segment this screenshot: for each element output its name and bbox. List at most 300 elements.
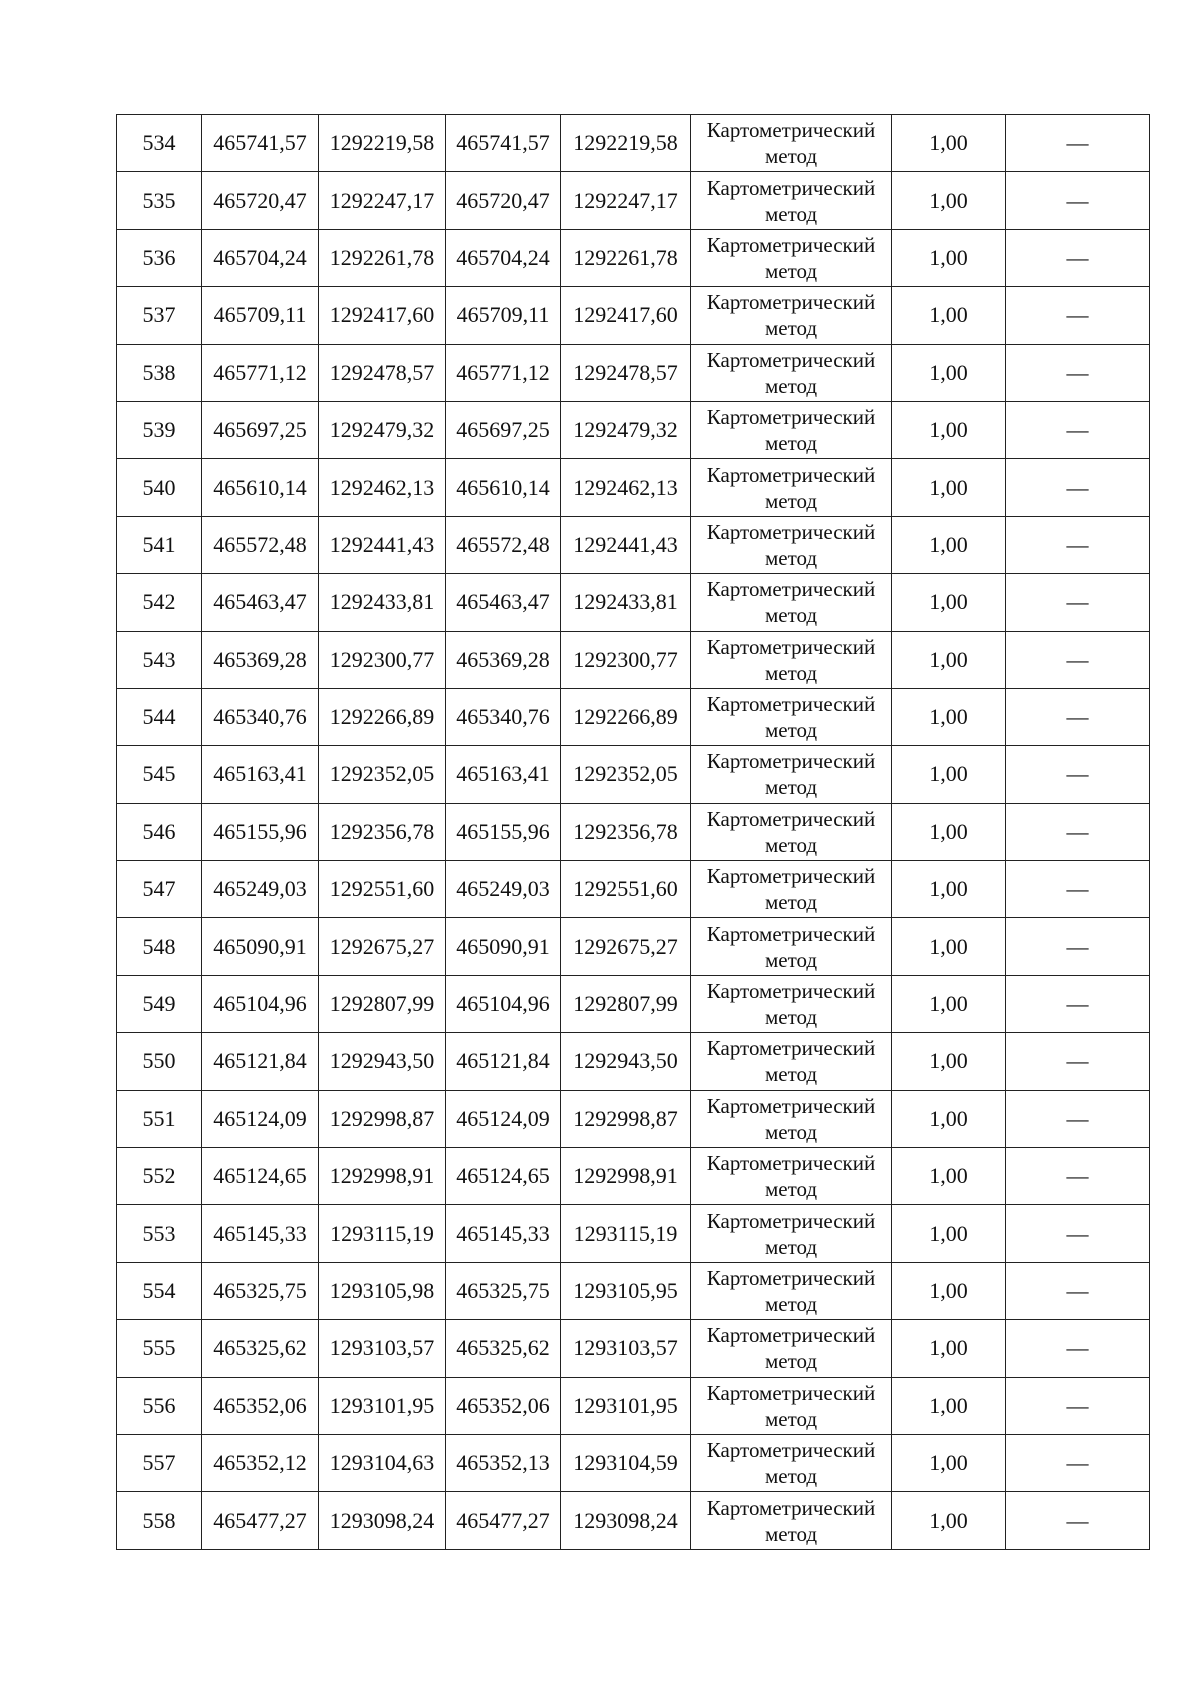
y-existing-cell: 1292478,57	[319, 344, 446, 401]
dash-mark: —	[1066, 991, 1089, 1017]
method-line-2: метод	[764, 373, 818, 398]
y-existing-cell: 1292300,77	[319, 631, 446, 688]
point-number-cell: 555	[117, 1320, 202, 1377]
method-line-2: метод	[764, 775, 818, 800]
method-line-1: Картометрический	[706, 290, 876, 315]
dash-mark: —	[1066, 761, 1089, 787]
method-line-2: метод	[764, 1062, 818, 1087]
dash-mark: —	[1066, 933, 1089, 959]
x-refined-cell: 465369,28	[446, 631, 561, 688]
method-cell	[691, 803, 892, 860]
precision-cell: 1,00	[892, 1090, 1006, 1147]
table-row	[117, 229, 1150, 286]
table-row	[117, 1492, 1150, 1549]
table-row	[117, 1377, 1150, 1434]
x-existing-cell: 465704,24	[202, 229, 319, 286]
y-existing-cell: 1293105,98	[319, 1262, 446, 1319]
method-line-2: метод	[764, 603, 818, 628]
dash-mark: —	[1066, 704, 1089, 730]
note-cell	[1006, 172, 1150, 229]
method-line-2: метод	[764, 832, 818, 857]
table-body	[117, 115, 1150, 1550]
x-existing-cell: 465369,28	[202, 631, 319, 688]
point-number-cell: 541	[117, 516, 202, 573]
dash-mark: —	[1066, 531, 1089, 557]
method-line-2: метод	[764, 660, 818, 685]
table-row	[117, 1205, 1150, 1262]
precision-cell: 1,00	[892, 746, 1006, 803]
x-existing-cell: 465163,41	[202, 746, 319, 803]
method-cell	[691, 287, 892, 344]
x-refined-cell: 465709,11	[446, 287, 561, 344]
x-existing-cell: 465124,65	[202, 1148, 319, 1205]
y-existing-cell: 1293104,63	[319, 1434, 446, 1491]
point-number-cell: 551	[117, 1090, 202, 1147]
y-existing-cell: 1292417,60	[319, 287, 446, 344]
x-refined-cell: 465249,03	[446, 861, 561, 918]
y-existing-cell: 1292943,50	[319, 1033, 446, 1090]
method-line-1: Картометрический	[706, 979, 876, 1004]
method-line-2: метод	[764, 1119, 818, 1144]
x-existing-cell: 465155,96	[202, 803, 319, 860]
table-row	[117, 1320, 1150, 1377]
y-existing-cell: 1292356,78	[319, 803, 446, 860]
method-line-2: метод	[764, 545, 818, 570]
method-cell	[691, 1033, 892, 1090]
precision-cell: 1,00	[892, 401, 1006, 458]
y-existing-cell: 1292998,91	[319, 1148, 446, 1205]
point-number-cell: 534	[117, 115, 202, 172]
precision-cell: 1,00	[892, 574, 1006, 631]
method-line-1: Картометрический	[706, 634, 876, 659]
method-line-1: Картометрический	[706, 519, 876, 544]
table-row	[117, 172, 1150, 229]
x-refined-cell: 465090,91	[446, 918, 561, 975]
method-cell	[691, 574, 892, 631]
note-cell	[1006, 401, 1150, 458]
y-existing-cell: 1292675,27	[319, 918, 446, 975]
x-existing-cell: 465124,09	[202, 1090, 319, 1147]
table-row	[117, 401, 1150, 458]
note-cell	[1006, 1377, 1150, 1434]
y-refined-cell: 1292261,78	[561, 229, 691, 286]
method-line-2: метод	[764, 1005, 818, 1030]
precision-cell: 1,00	[892, 1033, 1006, 1090]
y-refined-cell: 1292417,60	[561, 287, 691, 344]
table-row	[117, 631, 1150, 688]
x-existing-cell: 465325,62	[202, 1320, 319, 1377]
y-refined-cell: 1292675,27	[561, 918, 691, 975]
dash-mark: —	[1066, 1220, 1089, 1246]
x-existing-cell: 465145,33	[202, 1205, 319, 1262]
y-refined-cell: 1292352,05	[561, 746, 691, 803]
x-refined-cell: 465741,57	[446, 115, 561, 172]
point-number-cell: 536	[117, 229, 202, 286]
method-line-1: Картометрический	[706, 175, 876, 200]
method-line-1: Картометрический	[706, 1208, 876, 1233]
y-existing-cell: 1292441,43	[319, 516, 446, 573]
method-cell	[691, 459, 892, 516]
table-row	[117, 344, 1150, 401]
dash-mark: —	[1066, 359, 1089, 385]
y-refined-cell: 1292479,32	[561, 401, 691, 458]
y-existing-cell: 1292352,05	[319, 746, 446, 803]
y-existing-cell: 1292266,89	[319, 688, 446, 745]
table-row	[117, 1090, 1150, 1147]
method-line-2: метод	[764, 144, 818, 169]
precision-cell: 1,00	[892, 172, 1006, 229]
method-cell	[691, 861, 892, 918]
x-existing-cell: 465121,84	[202, 1033, 319, 1090]
note-cell	[1006, 861, 1150, 918]
table-row	[117, 115, 1150, 172]
note-cell	[1006, 1090, 1150, 1147]
note-cell	[1006, 746, 1150, 803]
y-refined-cell: 1292300,77	[561, 631, 691, 688]
point-number-cell: 553	[117, 1205, 202, 1262]
x-existing-cell: 465325,75	[202, 1262, 319, 1319]
dash-mark: —	[1066, 1163, 1089, 1189]
table-row	[117, 803, 1150, 860]
note-cell	[1006, 631, 1150, 688]
method-line-2: метод	[764, 258, 818, 283]
point-number-cell: 535	[117, 172, 202, 229]
y-refined-cell: 1293103,57	[561, 1320, 691, 1377]
x-refined-cell: 465572,48	[446, 516, 561, 573]
table-row	[117, 459, 1150, 516]
method-cell	[691, 1148, 892, 1205]
note-cell	[1006, 459, 1150, 516]
method-line-1: Картометрический	[706, 1495, 876, 1520]
note-cell	[1006, 1434, 1150, 1491]
point-number-cell: 538	[117, 344, 202, 401]
y-refined-cell: 1292266,89	[561, 688, 691, 745]
note-cell	[1006, 1033, 1150, 1090]
y-refined-cell: 1293098,24	[561, 1492, 691, 1549]
precision-cell: 1,00	[892, 1148, 1006, 1205]
table-row	[117, 287, 1150, 344]
method-cell	[691, 344, 892, 401]
y-refined-cell: 1293105,95	[561, 1262, 691, 1319]
note-cell	[1006, 516, 1150, 573]
dash-mark: —	[1066, 130, 1089, 156]
method-cell	[691, 975, 892, 1032]
precision-cell: 1,00	[892, 516, 1006, 573]
table-row	[117, 861, 1150, 918]
x-existing-cell: 465720,47	[202, 172, 319, 229]
note-cell	[1006, 229, 1150, 286]
method-line-2: метод	[764, 1177, 818, 1202]
precision-cell: 1,00	[892, 861, 1006, 918]
table-row	[117, 746, 1150, 803]
x-existing-cell: 465249,03	[202, 861, 319, 918]
y-existing-cell: 1292998,87	[319, 1090, 446, 1147]
y-existing-cell: 1292433,81	[319, 574, 446, 631]
x-refined-cell: 465325,62	[446, 1320, 561, 1377]
precision-cell: 1,00	[892, 229, 1006, 286]
table-row	[117, 918, 1150, 975]
y-refined-cell: 1293101,95	[561, 1377, 691, 1434]
table-row	[117, 1434, 1150, 1491]
point-number-cell: 549	[117, 975, 202, 1032]
note-cell	[1006, 975, 1150, 1032]
x-existing-cell: 465340,76	[202, 688, 319, 745]
method-cell	[691, 1377, 892, 1434]
dash-mark: —	[1066, 302, 1089, 328]
x-existing-cell: 465104,96	[202, 975, 319, 1032]
dash-mark: —	[1066, 876, 1089, 902]
x-refined-cell: 465463,47	[446, 574, 561, 631]
method-line-1: Картометрический	[706, 1380, 876, 1405]
y-existing-cell: 1293098,24	[319, 1492, 446, 1549]
point-number-cell: 547	[117, 861, 202, 918]
point-number-cell: 557	[117, 1434, 202, 1491]
dash-mark: —	[1066, 1450, 1089, 1476]
method-cell	[691, 918, 892, 975]
y-existing-cell: 1292807,99	[319, 975, 446, 1032]
y-refined-cell: 1293104,59	[561, 1434, 691, 1491]
precision-cell: 1,00	[892, 344, 1006, 401]
table-row	[117, 1148, 1150, 1205]
precision-cell: 1,00	[892, 1320, 1006, 1377]
y-existing-cell: 1292479,32	[319, 401, 446, 458]
method-line-1: Картометрический	[706, 232, 876, 257]
x-refined-cell: 465352,13	[446, 1434, 561, 1491]
y-refined-cell: 1292998,87	[561, 1090, 691, 1147]
method-line-2: метод	[764, 718, 818, 743]
dash-mark: —	[1066, 1278, 1089, 1303]
dash-mark: —	[1066, 1335, 1089, 1361]
method-cell	[691, 1262, 892, 1319]
precision-cell: 1,00	[892, 459, 1006, 516]
x-existing-cell: 465610,14	[202, 459, 319, 516]
note-cell	[1006, 115, 1150, 172]
point-number-cell: 542	[117, 574, 202, 631]
method-cell	[691, 401, 892, 458]
point-number-cell: 540	[117, 459, 202, 516]
method-line-1: Картометрический	[706, 347, 876, 372]
x-refined-cell: 465340,76	[446, 688, 561, 745]
y-refined-cell: 1292551,60	[561, 861, 691, 918]
x-existing-cell: 465709,11	[202, 287, 319, 344]
note-cell	[1006, 344, 1150, 401]
method-line-1: Картометрический	[706, 749, 876, 774]
note-cell	[1006, 1205, 1150, 1262]
x-refined-cell: 465610,14	[446, 459, 561, 516]
method-line-2: метод	[764, 431, 818, 456]
x-refined-cell: 465145,33	[446, 1205, 561, 1262]
point-number-cell: 544	[117, 688, 202, 745]
x-existing-cell: 465463,47	[202, 574, 319, 631]
y-existing-cell: 1293101,95	[319, 1377, 446, 1434]
method-line-1: Картометрический	[706, 462, 876, 487]
method-line-1: Картометрический	[706, 1151, 876, 1176]
point-number-cell: 548	[117, 918, 202, 975]
note-cell	[1006, 574, 1150, 631]
x-existing-cell: 465741,57	[202, 115, 319, 172]
y-refined-cell: 1292433,81	[561, 574, 691, 631]
dash-mark: —	[1066, 1105, 1089, 1131]
table-row	[117, 574, 1150, 631]
x-refined-cell: 465352,06	[446, 1377, 561, 1434]
x-existing-cell: 465771,12	[202, 344, 319, 401]
method-cell	[691, 172, 892, 229]
precision-cell: 1,00	[892, 115, 1006, 172]
x-refined-cell: 465124,65	[446, 1148, 561, 1205]
method-cell	[691, 115, 892, 172]
method-line-2: метод	[764, 890, 818, 915]
y-refined-cell: 1292943,50	[561, 1033, 691, 1090]
x-existing-cell: 465697,25	[202, 401, 319, 458]
point-number-cell: 558	[117, 1492, 202, 1549]
method-line-2: метод	[764, 947, 818, 972]
table-row	[117, 1033, 1150, 1090]
y-refined-cell: 1292441,43	[561, 516, 691, 573]
method-line-1: Картометрический	[706, 921, 876, 946]
dash-mark: —	[1066, 1048, 1089, 1074]
y-refined-cell: 1293115,19	[561, 1205, 691, 1262]
x-refined-cell: 465477,27	[446, 1492, 561, 1549]
dash-mark: —	[1066, 417, 1089, 443]
table-row	[117, 1262, 1150, 1319]
method-cell	[691, 1205, 892, 1262]
method-line-2: метод	[764, 1464, 818, 1489]
precision-cell: 1,00	[892, 1434, 1006, 1491]
y-existing-cell: 1292551,60	[319, 861, 446, 918]
note-cell	[1006, 803, 1150, 860]
precision-cell: 1,00	[892, 1262, 1006, 1319]
x-refined-cell: 465163,41	[446, 746, 561, 803]
point-number-cell: 556	[117, 1377, 202, 1434]
method-line-1: Картометрический	[706, 118, 876, 143]
point-number-cell: 554	[117, 1262, 202, 1319]
note-cell	[1006, 1320, 1150, 1377]
x-refined-cell: 465155,96	[446, 803, 561, 860]
table-row	[117, 516, 1150, 573]
x-existing-cell: 465572,48	[202, 516, 319, 573]
point-number-cell: 546	[117, 803, 202, 860]
method-line-1: Картометрический	[706, 1036, 876, 1061]
method-cell	[691, 746, 892, 803]
y-existing-cell: 1292219,58	[319, 115, 446, 172]
dash-mark: —	[1066, 1507, 1089, 1533]
y-existing-cell: 1293103,57	[319, 1320, 446, 1377]
dash-mark: —	[1066, 474, 1089, 500]
y-existing-cell: 1292462,13	[319, 459, 446, 516]
method-line-1: Картометрический	[706, 577, 876, 602]
dash-mark: —	[1066, 1392, 1089, 1418]
note-cell	[1006, 1148, 1150, 1205]
method-line-1: Картометрический	[706, 1323, 876, 1348]
point-number-cell: 539	[117, 401, 202, 458]
dash-mark: —	[1066, 589, 1089, 615]
precision-cell: 1,00	[892, 975, 1006, 1032]
dash-mark: —	[1066, 244, 1089, 270]
dash-mark: —	[1066, 187, 1089, 213]
x-refined-cell: 465121,84	[446, 1033, 561, 1090]
note-cell	[1006, 688, 1150, 745]
x-existing-cell: 465090,91	[202, 918, 319, 975]
x-existing-cell: 465352,12	[202, 1434, 319, 1491]
method-line-2: метод	[764, 1292, 818, 1316]
y-refined-cell: 1292219,58	[561, 115, 691, 172]
y-refined-cell: 1292247,17	[561, 172, 691, 229]
point-number-cell: 545	[117, 746, 202, 803]
method-cell	[691, 1434, 892, 1491]
x-refined-cell: 465704,24	[446, 229, 561, 286]
table-row	[117, 975, 1150, 1032]
point-number-cell: 552	[117, 1148, 202, 1205]
x-refined-cell: 465697,25	[446, 401, 561, 458]
x-refined-cell: 465104,96	[446, 975, 561, 1032]
point-number-cell: 543	[117, 631, 202, 688]
precision-cell: 1,00	[892, 287, 1006, 344]
method-cell	[691, 1320, 892, 1377]
method-line-2: метод	[764, 1349, 818, 1374]
method-cell	[691, 631, 892, 688]
method-cell	[691, 1492, 892, 1549]
x-refined-cell: 465771,12	[446, 344, 561, 401]
y-existing-cell: 1292247,17	[319, 172, 446, 229]
method-line-1: Картометрический	[706, 1266, 876, 1290]
y-refined-cell: 1292356,78	[561, 803, 691, 860]
method-line-2: метод	[764, 1406, 818, 1431]
method-line-1: Картометрический	[706, 864, 876, 889]
method-line-1: Картометрический	[706, 692, 876, 717]
precision-cell: 1,00	[892, 803, 1006, 860]
x-refined-cell: 465720,47	[446, 172, 561, 229]
precision-cell: 1,00	[892, 631, 1006, 688]
x-refined-cell: 465325,75	[446, 1262, 561, 1319]
dash-mark: —	[1066, 646, 1089, 672]
coordinates-table	[116, 114, 1150, 1550]
y-refined-cell: 1292478,57	[561, 344, 691, 401]
method-line-2: метод	[764, 201, 818, 226]
note-cell	[1006, 1492, 1150, 1549]
method-line-2: метод	[764, 1521, 818, 1546]
y-refined-cell: 1292998,91	[561, 1148, 691, 1205]
y-existing-cell: 1292261,78	[319, 229, 446, 286]
precision-cell: 1,00	[892, 688, 1006, 745]
x-existing-cell: 465352,06	[202, 1377, 319, 1434]
method-cell	[691, 1090, 892, 1147]
method-cell	[691, 688, 892, 745]
note-cell	[1006, 287, 1150, 344]
method-line-1: Картометрический	[706, 1093, 876, 1118]
precision-cell: 1,00	[892, 918, 1006, 975]
y-existing-cell: 1293115,19	[319, 1205, 446, 1262]
precision-cell: 1,00	[892, 1205, 1006, 1262]
precision-cell: 1,00	[892, 1377, 1006, 1434]
precision-cell: 1,00	[892, 1492, 1006, 1549]
table-row	[117, 688, 1150, 745]
method-line-2: метод	[764, 1234, 818, 1259]
method-cell	[691, 516, 892, 573]
note-cell	[1006, 918, 1150, 975]
method-line-1: Картометрический	[706, 806, 876, 831]
x-refined-cell: 465124,09	[446, 1090, 561, 1147]
y-refined-cell: 1292807,99	[561, 975, 691, 1032]
method-line-2: метод	[764, 488, 818, 513]
point-number-cell: 537	[117, 287, 202, 344]
method-line-1: Картометрический	[706, 405, 876, 430]
note-cell	[1006, 1262, 1150, 1319]
y-refined-cell: 1292462,13	[561, 459, 691, 516]
x-existing-cell: 465477,27	[202, 1492, 319, 1549]
method-line-1: Картометрический	[706, 1438, 876, 1463]
method-line-2: метод	[764, 316, 818, 341]
dash-mark: —	[1066, 818, 1089, 844]
